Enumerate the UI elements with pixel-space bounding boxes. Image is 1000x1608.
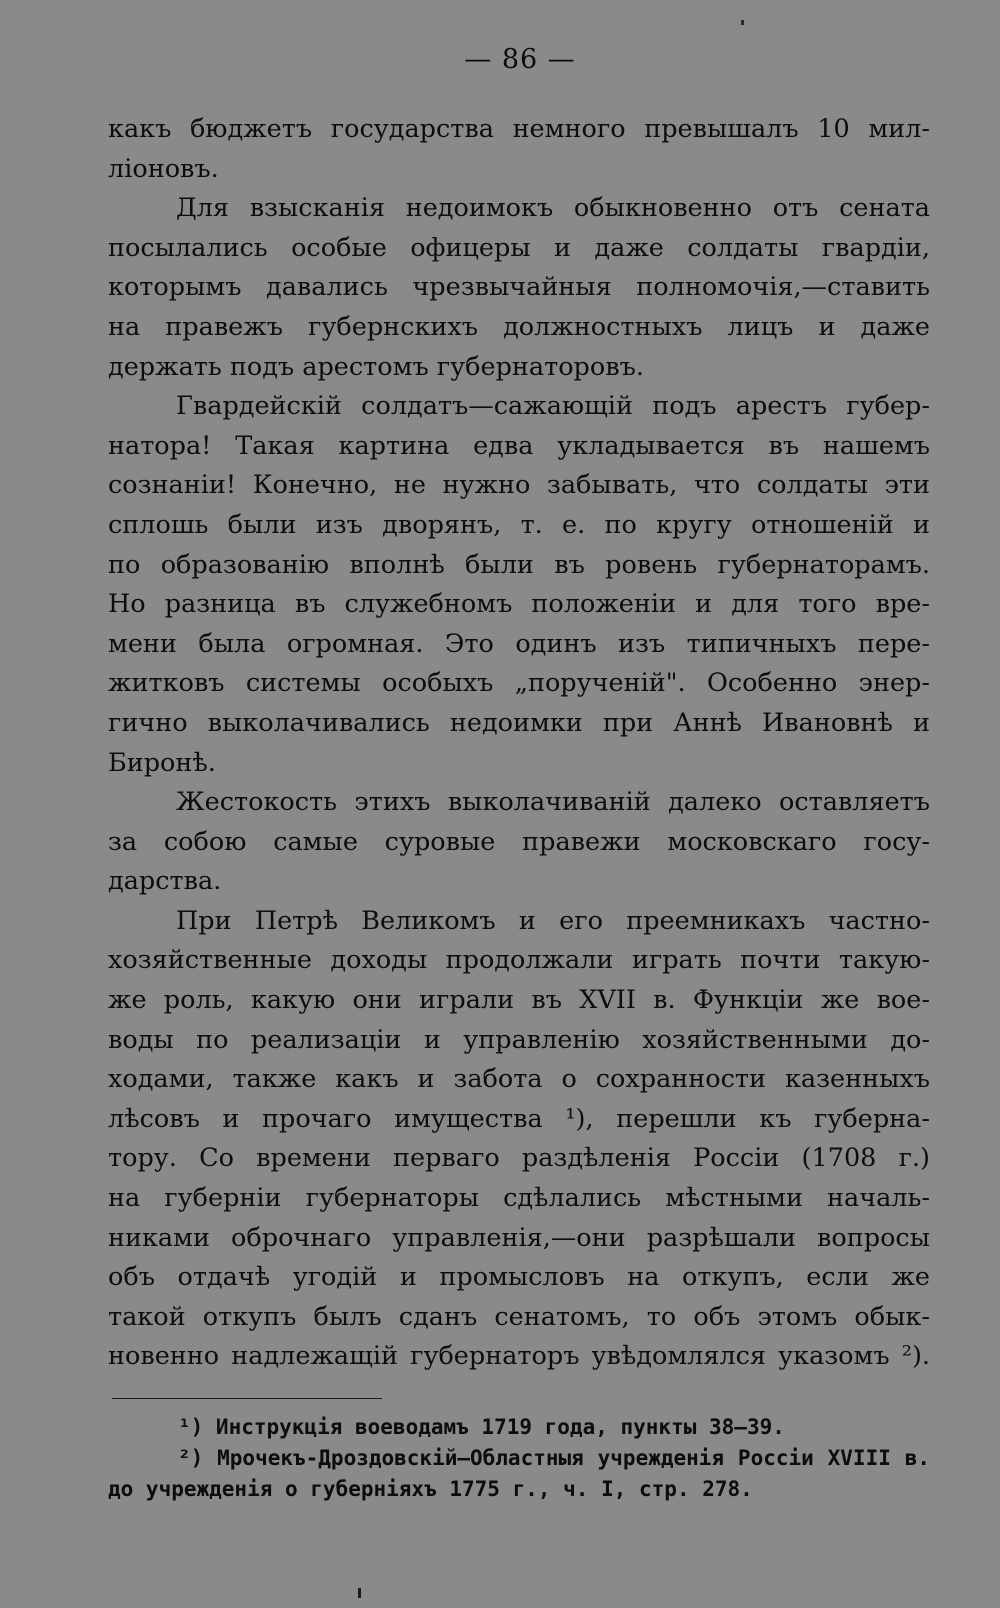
text-line: При Петрѣ Великомъ и его преемникахъ частно- [176,905,930,936]
text-line: объ отдачѣ угодій и промысловъ на откупъ, если же [108,1262,930,1293]
text-line: какъ бюджетъ государства немного превышалъ 10 мил- [108,114,930,144]
text-line: на правежъ губернскихъ должностныхъ лицъ и даже [108,311,930,342]
text-line: никами оброчнаго управленія,—они разрѣшали вопросы [108,1222,930,1253]
text-line: сознаніи! Конечно, не нужно забывать, что солдаты эти [108,470,930,501]
text-line: на губерніи губернаторы сдѣлались мѣстными началь- [108,1183,930,1214]
text-line: сплошь были изъ дворянъ, т. е. по кругу отношеній и [108,509,930,540]
text-line: житковъ системы особыхъ „порученій". Особенно энер- [108,668,930,699]
text-line: посылались особые офицеры и даже солдаты гвардіи, [108,232,930,263]
text-line: же роль, какую они играли въ XVII в. Функціи же вое- [108,985,930,1016]
text-line: по образованію вполнѣ были въ ровень губернаторамъ. [108,549,930,580]
text-line: Гвардейскій солдатъ—сажающій подъ арестъ губер- [176,391,930,422]
print-speck [358,1588,361,1598]
text-line: воды по реализаціи и управленію хозяйственными до- [108,1024,930,1055]
text-line: мени была огромная. Это одинъ изъ типичныхъ пере- [108,628,930,659]
footnote-divider [112,1398,382,1399]
body-text [108,110,930,1377]
text-line: Биронѣ. [108,747,216,778]
text-line: ходами, также какъ и забота о сохранности казенныхъ [108,1064,930,1095]
text-line: дарства. [108,866,222,897]
footnote-line: ¹) Инструкція воеводамъ 1719 года, пункты 38—39. [178,1415,785,1439]
text-line: натора! Такая картина едва укладывается въ нашемъ [108,430,930,461]
text-line: за собою самые суровые правежи московскаго госу- [108,826,930,857]
text-line: Жестокость этихъ выколачиваній далеко оставляетъ [176,787,930,818]
text-line: которымъ давались чрезвычайныя полномочія,—ставить [108,272,930,303]
text-line: такой откупъ былъ сданъ сенатомъ, то объ этомъ обык- [108,1301,930,1332]
text-line: хозяйственные доходы продолжали играть почти такую- [108,945,930,976]
text-line: ліоновъ. [108,153,219,184]
text-line: новенно надлежащій губернаторъ увѣдомлялся указомъ ²). [108,1341,930,1372]
text-line: Но разница въ служебномъ положеніи и для того вре- [108,589,930,620]
footnotes [108,1412,930,1505]
footnote-line: до учрежденія о губерніяхъ 1775 г., ч. I, стр. 278. [108,1477,753,1501]
text-line: Для взысканія недоимокъ обыкновенно отъ сената [176,193,930,224]
print-speck [741,20,744,25]
footnote-line: ²) Мрочекъ-Дроздовскій—Областныя учрежденія Россіи XVIII в. [178,1446,930,1470]
text-line: держать подъ арестомъ губернаторовъ. [108,351,644,382]
page-number: — 86 — [464,44,576,75]
text-line: гично выколачивались недоимки при Аннѣ Ивановнѣ и [108,707,930,738]
text-line: тору. Со времени перваго раздѣленія Россіи (1708 г.) [108,1143,930,1174]
text-line: лѣсовъ и прочаго имущества ¹), перешли къ губерна- [108,1103,930,1134]
